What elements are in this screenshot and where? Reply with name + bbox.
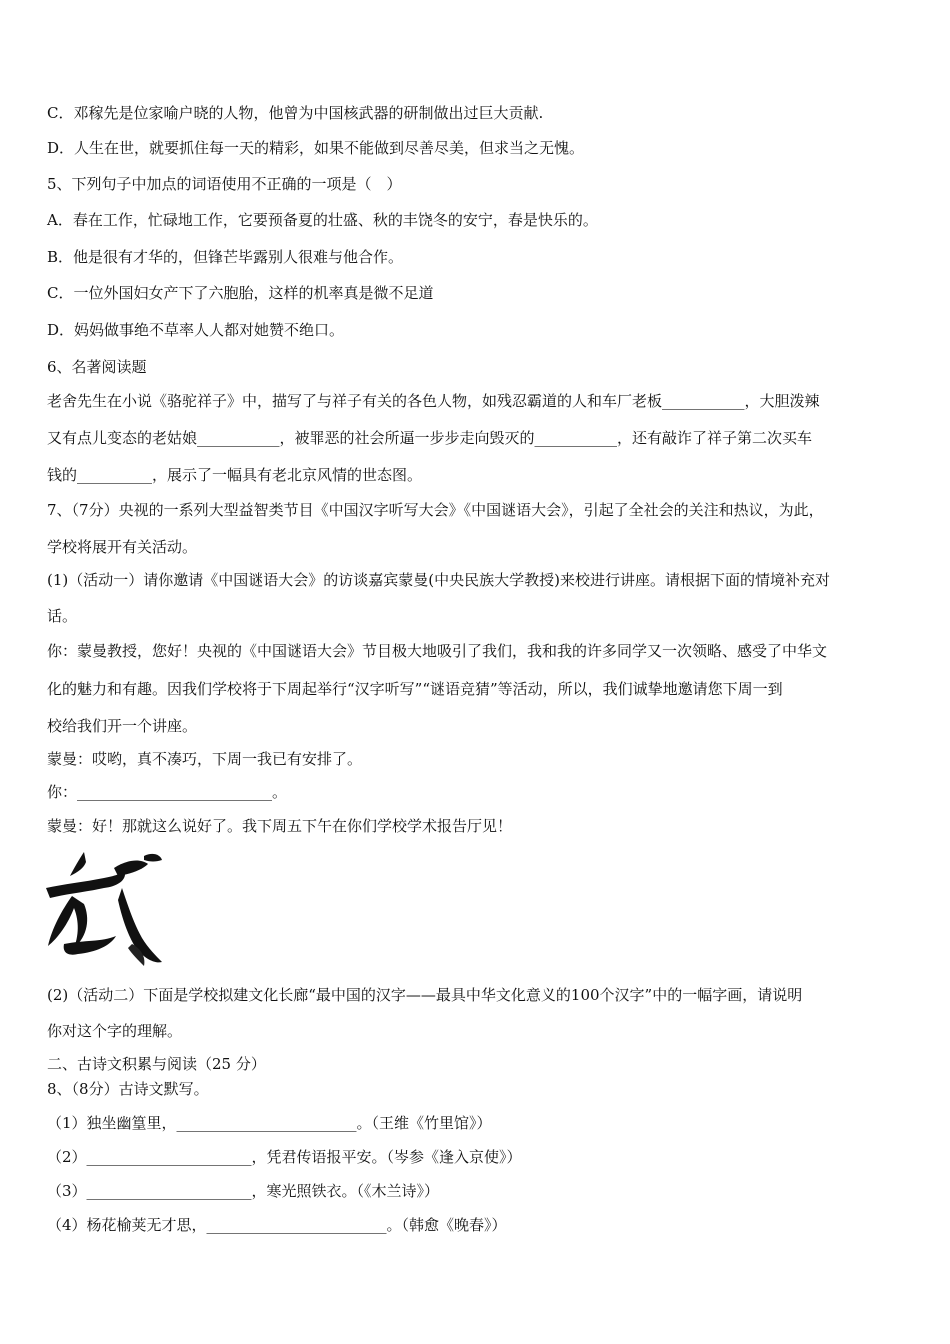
dialogue-you-2: 化的魅力和有趣。因我们学校将于下周起举行“汉字听写”“谜语竞猜”等活动，所以，我们诚挚地邀请您下周一到 (47, 680, 783, 698)
question-6-title: 6、名著阅读题 (47, 358, 147, 376)
question-7-stem-2: 学校将展开有关活动。 (47, 538, 198, 556)
poem-blank-1: （1）独坐幽篁里，________________________。（王维《竹里馆》） (47, 1114, 492, 1132)
calligraphy-wu-image (44, 848, 166, 972)
dialogue-mengman-2: 蒙曼：好！那就这么说好了。我下周五下午在你们学校学术报告厅见！ (47, 817, 513, 835)
question-7-stem-1: 7、（7分）央视的一系列大型益智类节目《中国汉字听写大会》《中国谜语大会》，引起了全社会的关注和热议，为此， (47, 501, 824, 519)
activity-2-text-1: (2)（活动二）下面是学校拟建文化长廊“最中国的汉字——最具中华文化意义的100个汉字”中的一幅字画，请说明 (47, 986, 803, 1004)
activity-2-text-2: 你对这个字的理解。 (47, 1022, 183, 1040)
question-5-stem: 5、下列句子中加点的词语使用不正确的一项是（ ） (47, 175, 402, 193)
poem-blank-2: （2）______________________，凭君传语报平安。（岑参《逢入京使》） (47, 1148, 522, 1166)
option-d-q4: D．人生在世，就要抓住每一天的精彩，如果不能做到尽善尽美，但求当之无愧。 (47, 139, 585, 157)
activity-1-text-1: (1)（活动一）请你邀请《中国谜语大会》的访谈嘉宾蒙曼(中央民族大学教授)来校进行讲座。请根据下面的情境补充对 (47, 571, 830, 589)
option-b-q5: B．他是很有才华的，但锋芒毕露别人很难与他合作。 (47, 248, 404, 266)
question-6-text-3: 钱的__________，展示了一幅具有老北京风情的世态图。 (47, 466, 423, 484)
activity-1-text-2: 话。 (47, 607, 78, 625)
option-a-q5: A．春在工作，忙碌地工作，它要预备夏的壮盛、秋的丰饶冬的安宁，春是快乐的。 (47, 211, 598, 229)
option-c-q4: C．邓稼先是位家喻户晓的人物，他曾为中国核武器的研制做出过巨大贡献. (47, 104, 544, 122)
section-2-heading: 二、古诗文积累与阅读（25 分） (47, 1055, 266, 1073)
option-d-q5: D．妈妈做事绝不草率人人都对她赞不绝口。 (47, 321, 345, 339)
dialogue-you-3: 校给我们开一个讲座。 (47, 717, 198, 735)
dialogue-mengman-1: 蒙曼：哎哟，真不凑巧，下周一我已有安排了。 (47, 750, 363, 768)
poem-blank-4: （4）杨花榆荚无才思，________________________。（韩愈《晚春》） (47, 1216, 507, 1234)
option-c-q5: C．一位外国妇女产下了六胞胎，这样的机率真是微不足道 (47, 284, 434, 302)
poem-blank-3: （3）______________________，寒光照铁衣。（《木兰诗》） (47, 1182, 440, 1200)
question-6-text-1: 老舍先生在小说《骆驼祥子》中，描写了与祥子有关的各色人物，如残忍霸道的人和车厂老板___________，大胆泼辣 (47, 392, 820, 410)
question-8-stem: 8、（8分）古诗文默写。 (47, 1080, 209, 1098)
dialogue-you-blank: 你：__________________________。 (47, 783, 288, 801)
dialogue-you-1: 你：蒙曼教授，您好！央视的《中国谜语大会》节目极大地吸引了我们，我和我的许多同学又一次领略、感受了中华文 (47, 642, 828, 660)
question-6-text-2: 又有点儿变态的老姑娘___________，被罪恶的社会所逼一步步走向毁灭的___________，还有敲诈了祥子第二次买车 (47, 429, 813, 447)
